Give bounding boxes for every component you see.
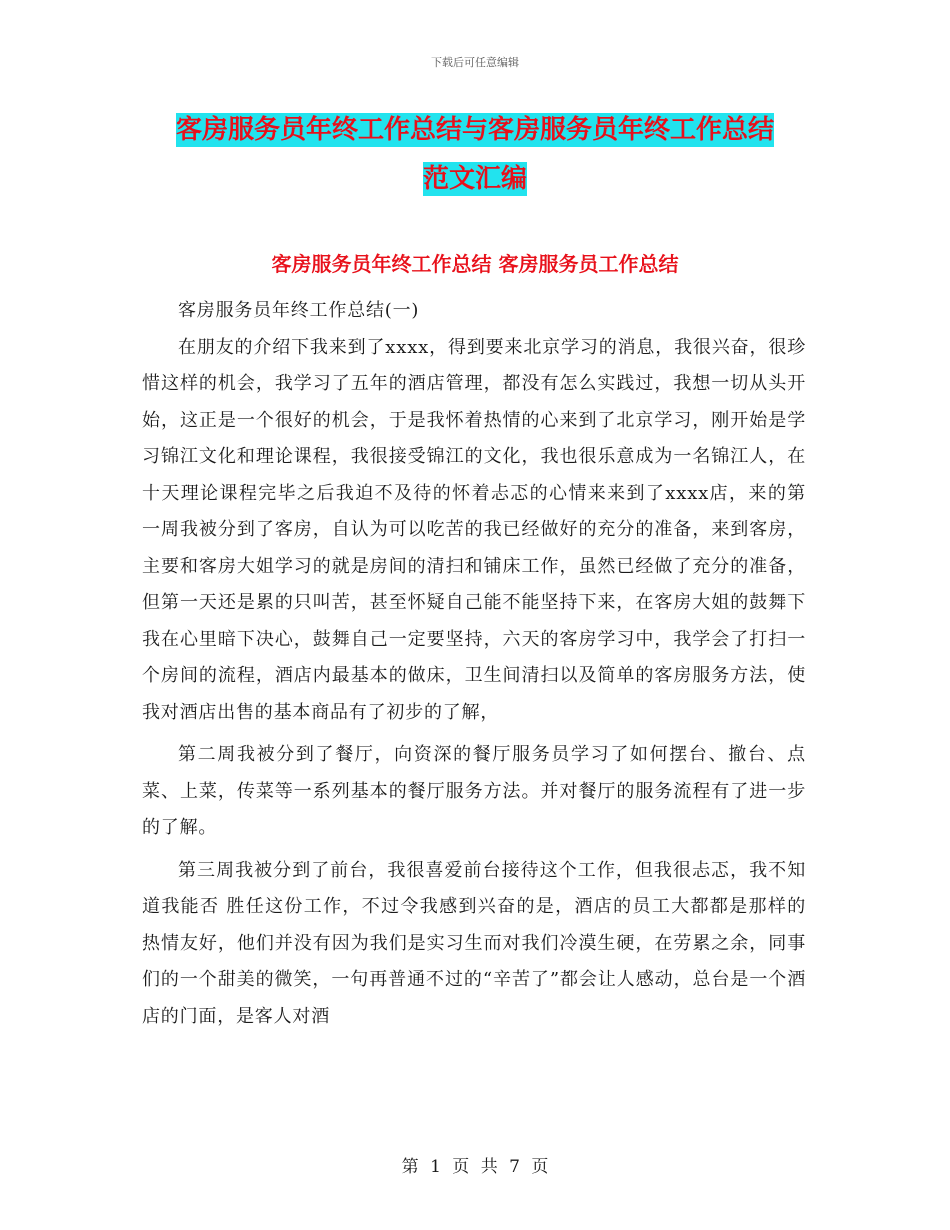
title-line-1: 客房服务员年终工作总结与客房服务员年终工作总结 [175,115,774,145]
title-line-2: 范文汇编 [422,164,527,194]
document-title [0,106,950,204]
paragraph-label: 客房服务员年终工作总结(一) [178,300,420,321]
paragraph: 第三周我被分到了前台，我很喜爱前台接待这个工作，但我很忐忑，我不知道我能否 胜任这份工作，不过令我感到兴奋的是，酒店的员工大都都是那样的热情友好，他们并没有因为我们是实习生而对我们冷漠生硬，在劳累之余，同事们的一个甜美的微笑，一句再普通不过的“辛苦了”都会让人感动，总台是一个酒店的门面，是客人对酒 [142,859,806,1027]
paragraph: 在朋友的介绍下我来到了xxxx，得到要来北京学习的消息，我很兴奋，很珍惜这样的机会，我学习了五年的酒店管理，都没有怎么实践过，我想一切从头开始，这正是一个很好的机会，于是我怀着热情的心来到了北京学习，刚开始是学习锦江文化和理论课程，我很接受锦江的文化，我也很乐意成为一名锦江人，在十天理论课程完毕之后我迫不及待的怀着忐忑的心情来来到了xxxx店，来的第一周我被分到了客房，自认为可以吃苦的我已经做好的充分的准备，来到客房，主要和客房大姐学习的就是房间的清扫和铺床工作，虽然已经做了充分的准备，但第一天还是累的只叫苦，甚至怀疑自己能不能坚持下来，在客房大姐的鼓舞下我在心里暗下决心，鼓舞自己一定要坚持，六天的客房学习中，我学会了打扫一个房间的流程，酒店内最基本的做床，卫生间清扫以及简单的客房服务方法，使我对酒店出售的基本商品有了初步的了解， [142,336,806,723]
document-body [142,293,806,1035]
paragraph: 第二周我被分到了餐厅，向资深的餐厅服务员学习了如何摆台、撤台、点菜、上菜，传菜等一系列基本的餐厅服务方法。并对餐厅的服务流程有了进一步的了解。 [142,744,806,838]
section-heading: 客房服务员年终工作总结 客房服务员工作总结 [271,252,679,276]
page-header-note: 下载后可任意编辑 [431,56,519,69]
page-footer: 第 1 页 共 7 页 [401,1157,549,1177]
